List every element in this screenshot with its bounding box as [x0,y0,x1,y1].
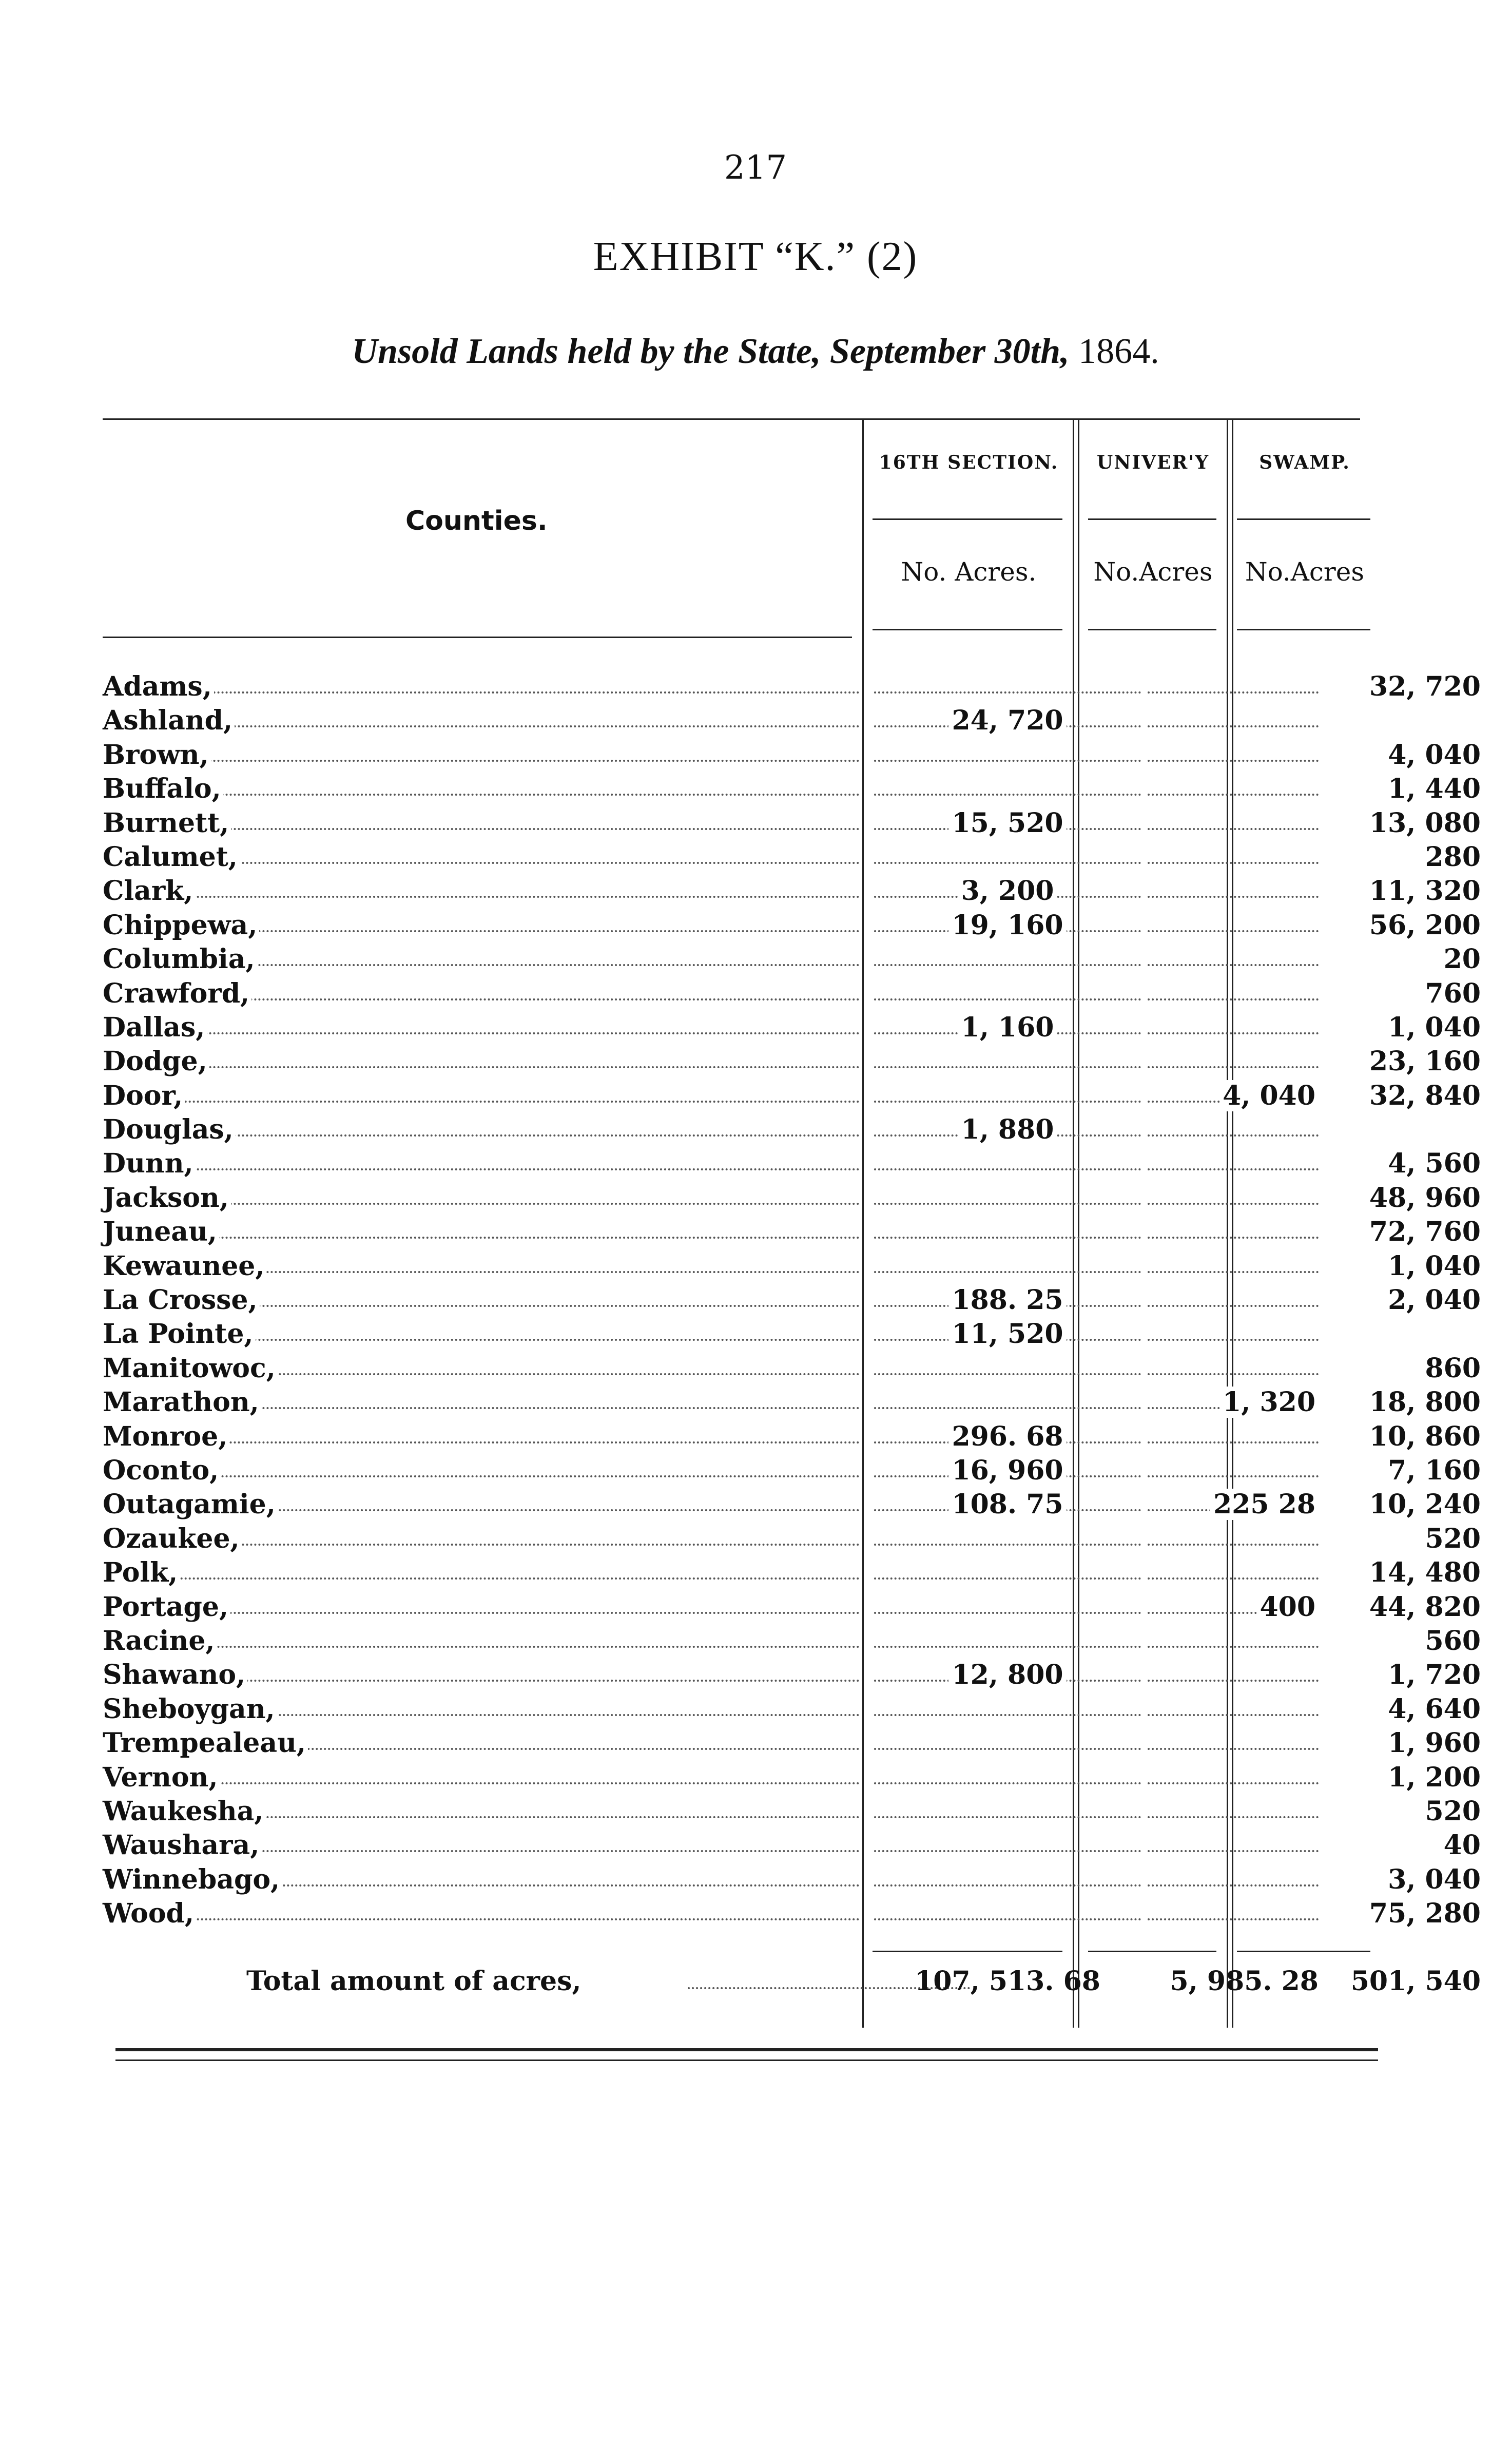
university-acres-cell: 1, 320 [1148,1385,1319,1419]
dot-leader [1148,1271,1319,1273]
table-row [103,1011,1481,1045]
table-row [103,1726,1481,1760]
dot-leader [1148,964,1319,966]
sixteenth-acres-cell: 3, 200 [874,874,1141,908]
county-name: Portage, [103,1590,230,1624]
sixteenth-acres-subheader: No. Acres. [901,557,1037,587]
swamp-acres-cell: 32, 720 [1369,671,1481,702]
county-name: Columbia, [103,942,257,976]
total-row [103,1964,1481,1999]
dot-leader [874,998,1141,1000]
dot-leader [103,1168,860,1170]
university-acres-cell: 400 [1148,1590,1319,1624]
dot-leader [874,691,1141,694]
header-separator [873,518,1062,520]
dot-leader [874,1168,1141,1170]
county-name: Waushara, [103,1828,261,1862]
county-name: Dallas, [103,1011,207,1045]
university-acres-subheader: No.Acres [1093,557,1213,587]
dot-leader [1148,1032,1319,1034]
swamp-acres-cell: 1, 960 [1388,1727,1481,1759]
subtitle-year: 1864. [1078,332,1159,371]
table-row [103,1283,1481,1317]
sixteenth-acres-cell: 16, 960 [874,1454,1141,1488]
dot-leader [1148,760,1319,762]
dot-leader [874,964,1141,966]
table-row [103,1658,1481,1692]
dot-leader [103,1918,860,1920]
dot-leader [1148,1680,1319,1682]
dot-leader [1148,1918,1319,1920]
county-name: Wood, [103,1897,196,1931]
swamp-acres-cell: 13, 080 [1369,807,1481,839]
table-row [103,806,1481,840]
dot-leader [1148,828,1319,830]
dot-leader [874,862,1141,864]
dot-leader [874,1066,1141,1068]
header-separator [1237,518,1370,520]
sixteenth-acres-cell: 1, 160 [874,1011,1141,1045]
swamp-acres-cell: 14, 480 [1369,1557,1481,1589]
dot-leader [1148,1305,1319,1307]
county-name: Trempealeau, [103,1726,308,1760]
table-row [103,1181,1481,1215]
dot-leader [874,1203,1141,1205]
university-acres-cell: 4, 040 [1148,1079,1319,1113]
sixteenth-acres-cell: 15, 520 [874,806,1141,840]
table-row [103,1045,1481,1079]
county-name: Douglas, [103,1113,236,1147]
county-name: Monroe, [103,1420,229,1454]
table-row [103,840,1481,874]
university-header: UNIVER'Y [1096,452,1210,473]
table-row [103,1385,1481,1419]
swamp-acres-cell: 1, 200 [1388,1761,1481,1793]
county-name: Shawano, [103,1658,247,1692]
county-name: Jackson, [103,1181,231,1215]
county-name: Outagamie, [103,1488,278,1522]
dot-leader [103,691,860,694]
dot-leader [1148,896,1319,898]
dot-leader [1148,1748,1319,1750]
swamp-acres-cell: 10, 240 [1369,1489,1481,1520]
table-row [103,1352,1481,1385]
dot-leader [1148,691,1319,694]
swamp-acres-cell: 40 [1443,1830,1481,1861]
counties-header: Counties. [405,506,548,536]
county-name: La Pointe, [103,1317,256,1351]
county-name: Marathon, [103,1385,261,1419]
table-row [103,670,1481,704]
county-name: Brown, [103,738,211,772]
swamp-acres-cell: 4, 640 [1388,1693,1481,1725]
county-name: Polk, [103,1556,180,1590]
sixteenth-acres-cell: 24, 720 [874,704,1141,738]
swamp-acres-cell: 1, 040 [1388,1011,1481,1043]
dot-leader [874,1577,1141,1580]
sixteenth-acres-cell: 11, 520 [874,1317,1141,1351]
dot-leader [1148,862,1319,864]
county-name: Vernon, [103,1761,220,1795]
swamp-acres-cell: 56, 200 [1369,909,1481,941]
table-row [103,1692,1481,1726]
dot-leader [874,1918,1141,1920]
total-sixteenth: 107, 513. 68 [915,1966,1100,1997]
table-row [103,1488,1481,1522]
table-row [103,1522,1481,1556]
table-row [103,1624,1481,1658]
county-name: Winnebago, [103,1863,282,1897]
sixteenth-acres-cell: 188. 25 [874,1283,1141,1317]
table-row [103,772,1481,806]
swamp-acres-cell: 18, 800 [1369,1387,1481,1418]
table-row [103,1454,1481,1488]
table-row [103,1215,1481,1249]
subtitle-text: Unsold Lands held by the State, September 30th, [352,332,1070,371]
total-swamp: 501, 540 [1350,1966,1481,1997]
swamp-acres-cell: 520 [1425,1523,1481,1554]
dot-leader [1148,1373,1319,1375]
total-university: 5, 985. 28 [1170,1966,1319,1997]
table-row [103,1113,1376,1147]
table-row [103,1079,1481,1113]
swamp-acres-cell: 560 [1425,1625,1481,1657]
swamp-acres-cell: 1, 440 [1388,773,1481,805]
header-bottom-rule [1088,629,1216,630]
dot-leader [1148,1544,1319,1546]
dot-leader [874,1748,1141,1750]
county-name: Ashland, [103,704,235,738]
sixteenth-acres-cell: 19, 160 [874,909,1141,942]
swamp-acres-cell: 760 [1425,977,1481,1009]
swamp-acres-cell: 280 [1425,841,1481,873]
swamp-acres-cell: 72, 760 [1369,1216,1481,1248]
table-row [103,977,1481,1011]
dot-leader [874,1101,1141,1103]
swamp-header: SWAMP. [1259,452,1350,473]
dot-leader [874,1612,1141,1614]
sixteenth-acres-cell: 108. 75 [874,1488,1141,1522]
county-name: Kewaunee, [103,1249,266,1283]
table-row [103,1897,1481,1931]
dot-leader [103,1066,860,1068]
county-name: Buffalo, [103,772,223,806]
county-name: Door, [103,1079,185,1113]
sixteenth-acres-cell: 1, 880 [874,1113,1141,1147]
dot-leader [1148,1168,1319,1170]
sixteenth-section-header: 16TH SECTION. [879,452,1059,473]
dot-leader [874,1237,1141,1239]
dot-leader [874,1407,1141,1409]
bottom-rule [115,2048,1378,2051]
table-row [103,1249,1481,1283]
table-row [103,1556,1481,1590]
swamp-acres-cell: 7, 160 [1388,1454,1481,1486]
table-row [103,1147,1481,1181]
dot-leader [1148,998,1319,1000]
swamp-acres-cell: 75, 280 [1369,1898,1481,1930]
swamp-acres-cell: 20 [1443,944,1481,975]
county-name: Manitowoc, [103,1352,278,1385]
table-row [103,1590,1481,1624]
header-bottom-rule [1237,629,1370,630]
dot-leader [1148,1237,1319,1239]
table-row [103,909,1481,942]
swamp-acres-cell: 11, 320 [1369,875,1481,907]
table-row [103,738,1481,772]
dot-leader [1148,1646,1319,1648]
county-name: La Crosse, [103,1283,260,1317]
swamp-acres-cell: 1, 720 [1388,1659,1481,1691]
county-name: Calumet, [103,840,240,874]
header-bottom-rule [873,629,1062,630]
dot-leader [1148,1339,1319,1341]
table-row [103,1761,1481,1795]
dot-leader [103,1032,860,1034]
dot-leader [1148,1441,1319,1443]
table-row [103,1828,1481,1862]
header-separator [1088,518,1216,520]
dot-leader [874,1271,1141,1273]
dot-leader [1148,1134,1319,1137]
exhibit-title: EXHIBIT “K.” (2) [593,234,918,279]
swamp-acres-subheader: No.Acres [1245,557,1365,587]
bottom-rule [115,2059,1378,2061]
total-rule [1088,1951,1216,1952]
county-name: Sheboygan, [103,1692,277,1726]
dot-leader [874,794,1141,796]
county-name: Adams, [103,670,214,704]
county-table-body [103,670,1481,1931]
dot-leader [874,1884,1141,1886]
total-rule [873,1951,1062,1952]
dot-leader [103,1101,860,1103]
county-name: Waukesha, [103,1795,265,1828]
table-row [103,874,1481,908]
dot-leader [1148,1816,1319,1818]
dot-leader [1148,1714,1319,1716]
swamp-acres-cell: 23, 160 [1369,1046,1481,1077]
county-name: Dodge, [103,1045,209,1079]
county-name: Crawford, [103,977,251,1011]
county-name: Ozaukee, [103,1522,242,1556]
subtitle [0,331,1511,372]
dot-leader [1148,930,1319,932]
dot-leader [1148,1850,1319,1852]
sixteenth-acres-cell: 296. 68 [874,1420,1141,1454]
county-name: Racine, [103,1624,217,1658]
swamp-acres-cell: 10, 860 [1369,1420,1481,1452]
table-top-rule [103,418,1360,420]
dot-leader [874,1373,1141,1375]
header-bottom-rule [103,637,852,638]
table-row [103,1863,1481,1897]
swamp-acres-cell: 520 [1425,1795,1481,1827]
page-number: 217 [724,149,787,187]
swamp-acres-cell: 2, 040 [1388,1284,1481,1316]
swamp-acres-cell: 3, 040 [1388,1863,1481,1895]
table-row [103,704,1376,738]
table-row [103,942,1481,976]
dot-leader [1148,725,1319,727]
swamp-acres-cell: 48, 960 [1369,1182,1481,1214]
dot-leader [103,760,860,762]
dot-leader [874,1850,1141,1852]
dot-leader [874,1646,1141,1648]
swamp-acres-cell: 4, 040 [1388,739,1481,771]
county-name: Burnett, [103,806,231,840]
dot-leader [1148,794,1319,796]
swamp-acres-cell: 32, 840 [1369,1080,1481,1111]
table-row [103,1795,1481,1828]
dot-leader [1148,1782,1319,1784]
county-name: Juneau, [103,1215,219,1249]
dot-leader [1148,1203,1319,1205]
total-label: Total amount of acres, [246,1966,582,1997]
county-name: Clark, [103,874,195,908]
dot-leader [874,760,1141,762]
county-name: Chippewa, [103,909,259,942]
dot-leader [1148,1884,1319,1886]
dot-leader [103,1577,860,1580]
table-row [103,1420,1481,1454]
dot-leader [874,1782,1141,1784]
dot-leader [874,1714,1141,1716]
dot-leader [1148,1066,1319,1068]
dot-leader [1148,1577,1319,1580]
county-name: Oconto, [103,1454,221,1488]
county-name: Dunn, [103,1147,196,1181]
swamp-acres-cell: 860 [1425,1352,1481,1384]
dot-leader [103,896,860,898]
swamp-acres-cell: 44, 820 [1369,1591,1481,1623]
dot-leader [874,1816,1141,1818]
sixteenth-acres-cell: 12, 800 [874,1658,1141,1692]
university-acres-cell: 225 28 [1148,1488,1319,1522]
dot-leader [874,1544,1141,1546]
total-rule [1237,1951,1370,1952]
swamp-acres-cell: 1, 040 [1388,1250,1481,1282]
table-row [103,1317,1376,1351]
dot-leader [1148,1475,1319,1477]
swamp-acres-cell: 4, 560 [1388,1148,1481,1180]
